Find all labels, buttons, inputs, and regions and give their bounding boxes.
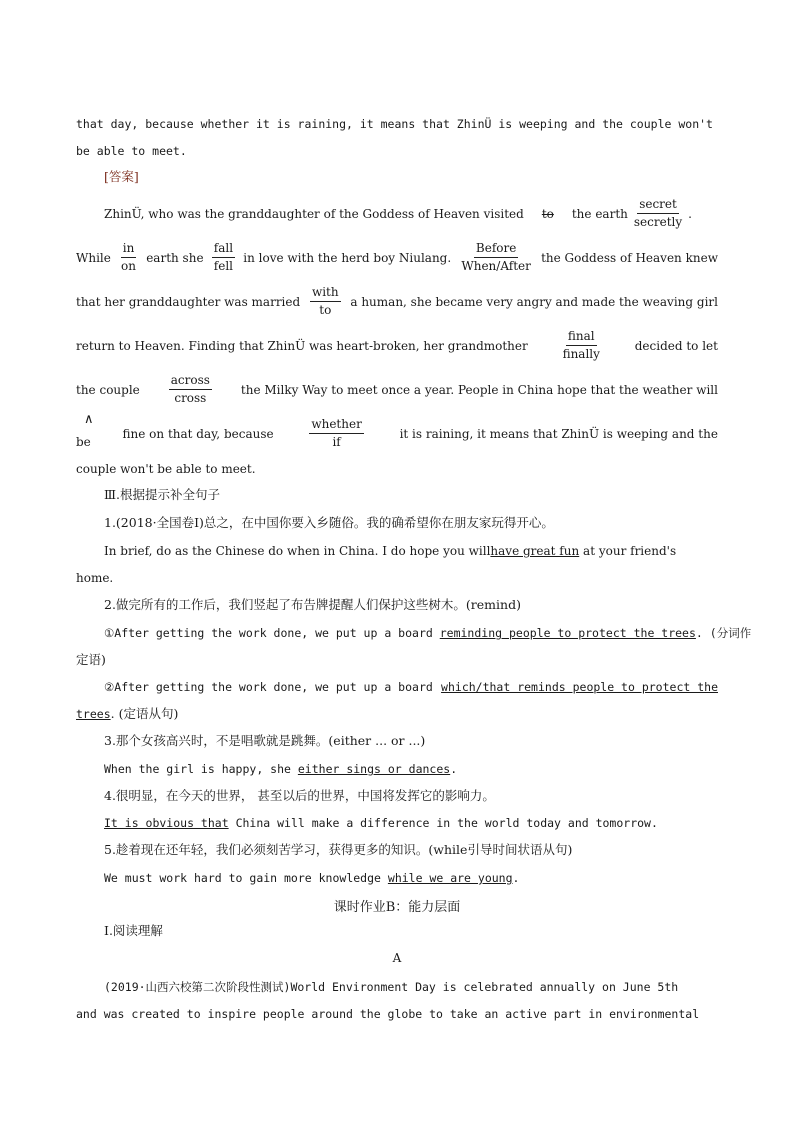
question-en (104, 761, 718, 777)
question-en: home. (76, 571, 114, 585)
answer-text: the Milky Way to meet once a year. People in China hope that the weather will (240, 382, 718, 397)
answer-text: it is raining, it means that ZhinÜ is weeping and the (399, 426, 718, 441)
question-cn: 4.很明显，在今天的世界， 甚至以后的世界，中国将发挥它的影响力。 (104, 788, 495, 803)
corrected-word: on (121, 259, 136, 273)
question-en (104, 543, 718, 559)
wrong-word: in (121, 240, 137, 258)
wrong-word: final (566, 328, 597, 346)
answer-text: the earth (571, 206, 628, 221)
question-en (104, 679, 718, 695)
answer-text: decided to let (634, 338, 718, 353)
corrected-word: finally (562, 347, 600, 361)
answer-line (76, 284, 718, 319)
passage-line: and was created to inspire people around the globe to take an active part in environmental (76, 1007, 700, 1021)
inserted-word: be (76, 434, 91, 449)
answer-text: ZhinÜ, who was the granddaughter of the Goddess of Heaven visited (104, 206, 524, 221)
corrected-word: secretly (633, 215, 683, 229)
section-heading: Ⅰ.阅读理解 (104, 923, 163, 938)
sentence-text: ②After getting the work done, we put up a board (104, 680, 433, 694)
wrong-word: whether (309, 416, 364, 434)
question-cn: 5.趁着现在还年轻，我们必须刻苦学习，获得更多的知识。(while引导时间状语从句) (104, 842, 573, 857)
filled-answer: It is obvious that (104, 816, 229, 830)
answer-text: in love with the herd boy Niulang. (243, 250, 452, 265)
sentence-text: In brief, do as the Chinese do when in China. I do hope you will (104, 544, 491, 558)
homework-title: 课时作业B：能力层面 (333, 900, 461, 915)
filled-answer: which/that reminds people to protect the (441, 680, 718, 694)
answer-line (76, 240, 718, 275)
answer-line (76, 328, 718, 363)
question-en (104, 815, 718, 831)
sentence-text: . (450, 762, 458, 776)
corrected-word: fell (213, 259, 234, 273)
sentence-text: When the girl is happy, she (104, 762, 291, 776)
paragraph-line: that day, because whether it is raining, it means that ZhinÜ is weeping and the couple won't (76, 117, 713, 131)
correction (309, 416, 364, 451)
passage-label: A (392, 951, 402, 965)
sentence-text: ①After getting the work done, we put up a board (104, 626, 433, 640)
question-cn: 2.做完所有的工作后，我们竖起了布告牌提醒人们保护这些树木。(remind) (104, 597, 521, 612)
filled-answer: while we are young (387, 871, 513, 885)
corrected-word: to (319, 303, 332, 317)
sentence-text: China will make a difference in the world today and tomorrow. (235, 816, 658, 830)
corrected-word: if (332, 435, 341, 449)
correction (459, 240, 533, 275)
sentence-text: . (定语从句) (110, 706, 179, 721)
filled-answer: either sings or dances (297, 762, 451, 776)
paragraph-line: be able to meet. (76, 144, 187, 158)
answer-text: fine on that day, because (122, 426, 274, 441)
wrong-word: fall (212, 240, 235, 258)
question-en: 定语) (76, 652, 106, 667)
answer-tag: [答案] (104, 169, 139, 184)
answer-text: earth she (146, 250, 204, 265)
wrong-word: across (169, 372, 212, 390)
answer-line (76, 372, 718, 407)
question-en (104, 625, 752, 641)
wrong-word: secret (637, 196, 679, 214)
section-heading: Ⅲ.根据提示补全句子 (104, 487, 221, 502)
answer-line: couple won't be able to meet. (76, 462, 256, 476)
question-en (104, 870, 718, 886)
sentence-text: at your friend's (583, 544, 677, 558)
wrong-word: with (310, 284, 341, 302)
answer-text: the Goddess of Heaven knew (541, 250, 718, 265)
answer-text: return to Heaven. Finding that ZhinÜ was heart-broken, her grandmother (76, 338, 528, 353)
answer-text: the couple (76, 382, 140, 397)
question-cn: 3.那个女孩高兴时，不是唱歌就是跳舞。(either ... or ...) (104, 733, 426, 748)
answer-line (104, 196, 718, 231)
sentence-text: We must work hard to gain more knowledge (104, 871, 381, 885)
corrected-word: When/After (461, 259, 531, 273)
correction (212, 240, 235, 275)
answer-text: a human, she became very angry and made the weaving girl (350, 294, 718, 309)
sentence-text: . (分词作 (695, 626, 752, 640)
question-en (76, 706, 718, 722)
answer-line (76, 416, 718, 451)
answer-text: While (76, 250, 111, 265)
filled-answer: trees (76, 707, 111, 721)
question-cn: 1.(2018·全国卷Ⅰ)总之，在中国你要入乡随俗。我的确希望你在朋友家玩得开心。 (104, 515, 554, 530)
filled-answer: have great fun (490, 544, 580, 558)
deleted-word: to (541, 206, 554, 221)
corrected-word: cross (174, 391, 207, 405)
wrong-word: Before (474, 240, 518, 258)
answer-text: . (688, 206, 692, 221)
sentence-text: . (512, 871, 520, 885)
passage-line: (2019·山西六校第二次阶段性测试)World Environment Day is celebrated annually on June 5th (104, 980, 679, 994)
correction (310, 284, 341, 319)
filled-answer: reminding people to protect the trees (439, 626, 696, 640)
insert-caret-icon: ∧ (84, 412, 94, 427)
correction (119, 240, 138, 275)
correction (632, 196, 684, 231)
correction (169, 372, 212, 407)
correction (561, 328, 602, 363)
answer-text: that her granddaughter was married (76, 294, 301, 309)
